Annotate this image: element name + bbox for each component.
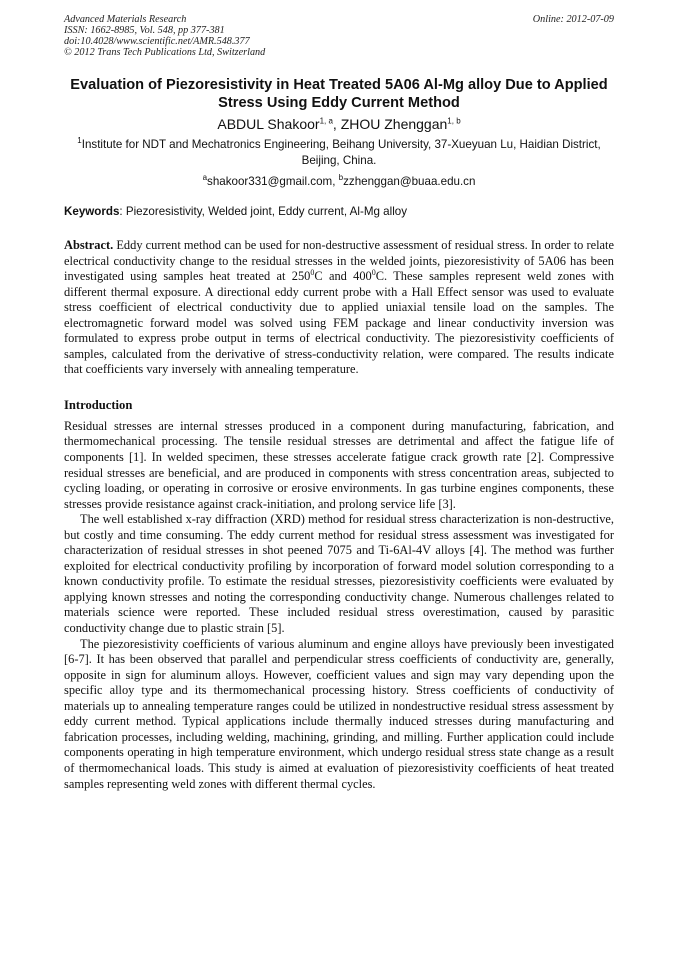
paper-page xyxy=(64,14,614,792)
author-affiliation-mark: 1, a xyxy=(319,116,333,126)
author-emails xyxy=(64,174,614,189)
affiliation-text: Institute for NDT and Mechatronics Engineering, Beihang University, 37-Xueyuan Lu, Haidian District, Beijing, China. xyxy=(81,138,601,167)
affiliation-mark: 1 xyxy=(77,136,82,146)
affiliation xyxy=(64,137,614,168)
keywords xyxy=(64,204,614,219)
doi-line: doi:10.4028/www.scientific.net/AMR.548.377 xyxy=(64,36,250,47)
abstract-text: C. These samples represent weld zones with different thermal exposure. A directional eddy current probe with a Hall Effect sensor was used to evaluate stress coefficient of electrical conductivity due to applied uniaxial tensile load on the samples. The electromagnetic forward model was solved using FEM package and linear conductivity inversion was formulated to express probe output in terms of electrical conductivity. The piezoresistivity coefficients of samples, calculated from the derivative of stress-conductivity relation, were compared. The results indicate that coefficients vary inversely with annealing temperature. xyxy=(64,269,615,377)
email-mark: a xyxy=(202,173,208,183)
online-date: Online: 2012-07-09 xyxy=(532,14,614,25)
journal-header xyxy=(64,14,614,58)
degree-mark: 0 xyxy=(371,267,376,277)
body-paragraph: The well established x-ray diffraction (XRD) method for residual stress characterization is non-destructive, but costly and time consuming. The eddy current method for residual stress assessment was investigated for characterization of residual stresses in shot peened 7075 and Ti-6Al-4V alloys [4]. The method was further exploited for electrical conductivity profiling by incorporation of forward model solution corresponding to a known conductivity profile. To estimate the residual stresses, piezoresistivity coefficients were evaluated by applying known stresses and noting the corresponding conductivity change. Numerous challenges related to materials science were reported. These included residual stress overestimation, caused by parasitic conductivity change due to plastic strain [5]. xyxy=(64,512,614,636)
email-mark: b xyxy=(338,173,344,183)
paper-title: Evaluation of Piezoresistivity in Heat Treated 5A06 Al-Mg alloy Due to Applied Stress Using Eddy Current Method xyxy=(70,77,608,111)
keywords-label: Keywords xyxy=(64,205,120,218)
abstract-text: Eddy current method can be used for non-destructive assessment of residual stress. In order to relate electrical conductivity change to the residual stresses in the welded joints, piezoresistivity of 5A06 has been investigated using samples heat treated at 250 xyxy=(64,238,614,284)
author-separator: , xyxy=(332,116,341,132)
author-name: ABDUL Shakoor xyxy=(217,116,320,132)
journal-name: Advanced Materials Research xyxy=(64,14,187,25)
author-name: ZHOU Zhenggan xyxy=(340,116,448,132)
copyright-line: © 2012 Trans Tech Publications Ltd, Switzerland xyxy=(64,47,266,58)
email-address: shakoor331@gmail.com, xyxy=(207,175,339,188)
keywords-text: : Piezoresistivity, Welded joint, Eddy current, Al-Mg alloy xyxy=(119,205,408,218)
author-affiliation-mark: 1, b xyxy=(447,116,461,126)
abstract-label: Abstract. xyxy=(64,238,114,252)
abstract-text: C and 400 xyxy=(314,269,372,284)
section-heading-introduction: Introduction xyxy=(64,397,133,412)
email-address: zzhenggan@buaa.edu.cn xyxy=(343,175,476,188)
abstract xyxy=(64,238,614,378)
body-paragraph: The piezoresistivity coefficients of various aluminum and engine alloys have previously been investigated [6-7]. It has been observed that parallel and perpendicular stress coefficients of conductivity are, generally, opposite in sign for aluminum alloys. However, coefficient values and sign may vary depending upon the specific alloy type and its thermomechanical processing history. Stress coefficients of conductivity of materials up to annealing temperature ranges could be utilized in nondestructive residual stress assessment by eddy current method. Typical applications include thermally induced stresses during manufacturing and fabrication processes, including welding, machining, grinding, and milling. Further application could include components operating in high temperature environment, which undergo residual stress state change as a result of thermomechanical loads. This study is aimed at evaluation of piezoresistivity coefficients of heat treated samples representing weld zones with different thermal cycles. xyxy=(64,636,614,791)
issn-line: ISSN: 1662-8985, Vol. 548, pp 377-381 xyxy=(64,25,225,36)
author-list xyxy=(64,114,614,134)
degree-mark: 0 xyxy=(310,267,315,277)
body-paragraph: Residual stresses are internal stresses produced in a component during manufacturing, fabrication, and thermomechanical processing. The tensile residual stresses are detrimental and affect the fatigue life of components [1]. In welded specimen, these stresses accelerate fatigue crack growth rate [2]. Compressive residual stresses are beneficial, and are produced in components with stress concentration areas, subjected to cycling loading, or operating in corrosive or erosive environments. In gas turbine engines components, these stresses provide resistance against crack-initiation, and prolong service life [3]. xyxy=(64,418,614,511)
